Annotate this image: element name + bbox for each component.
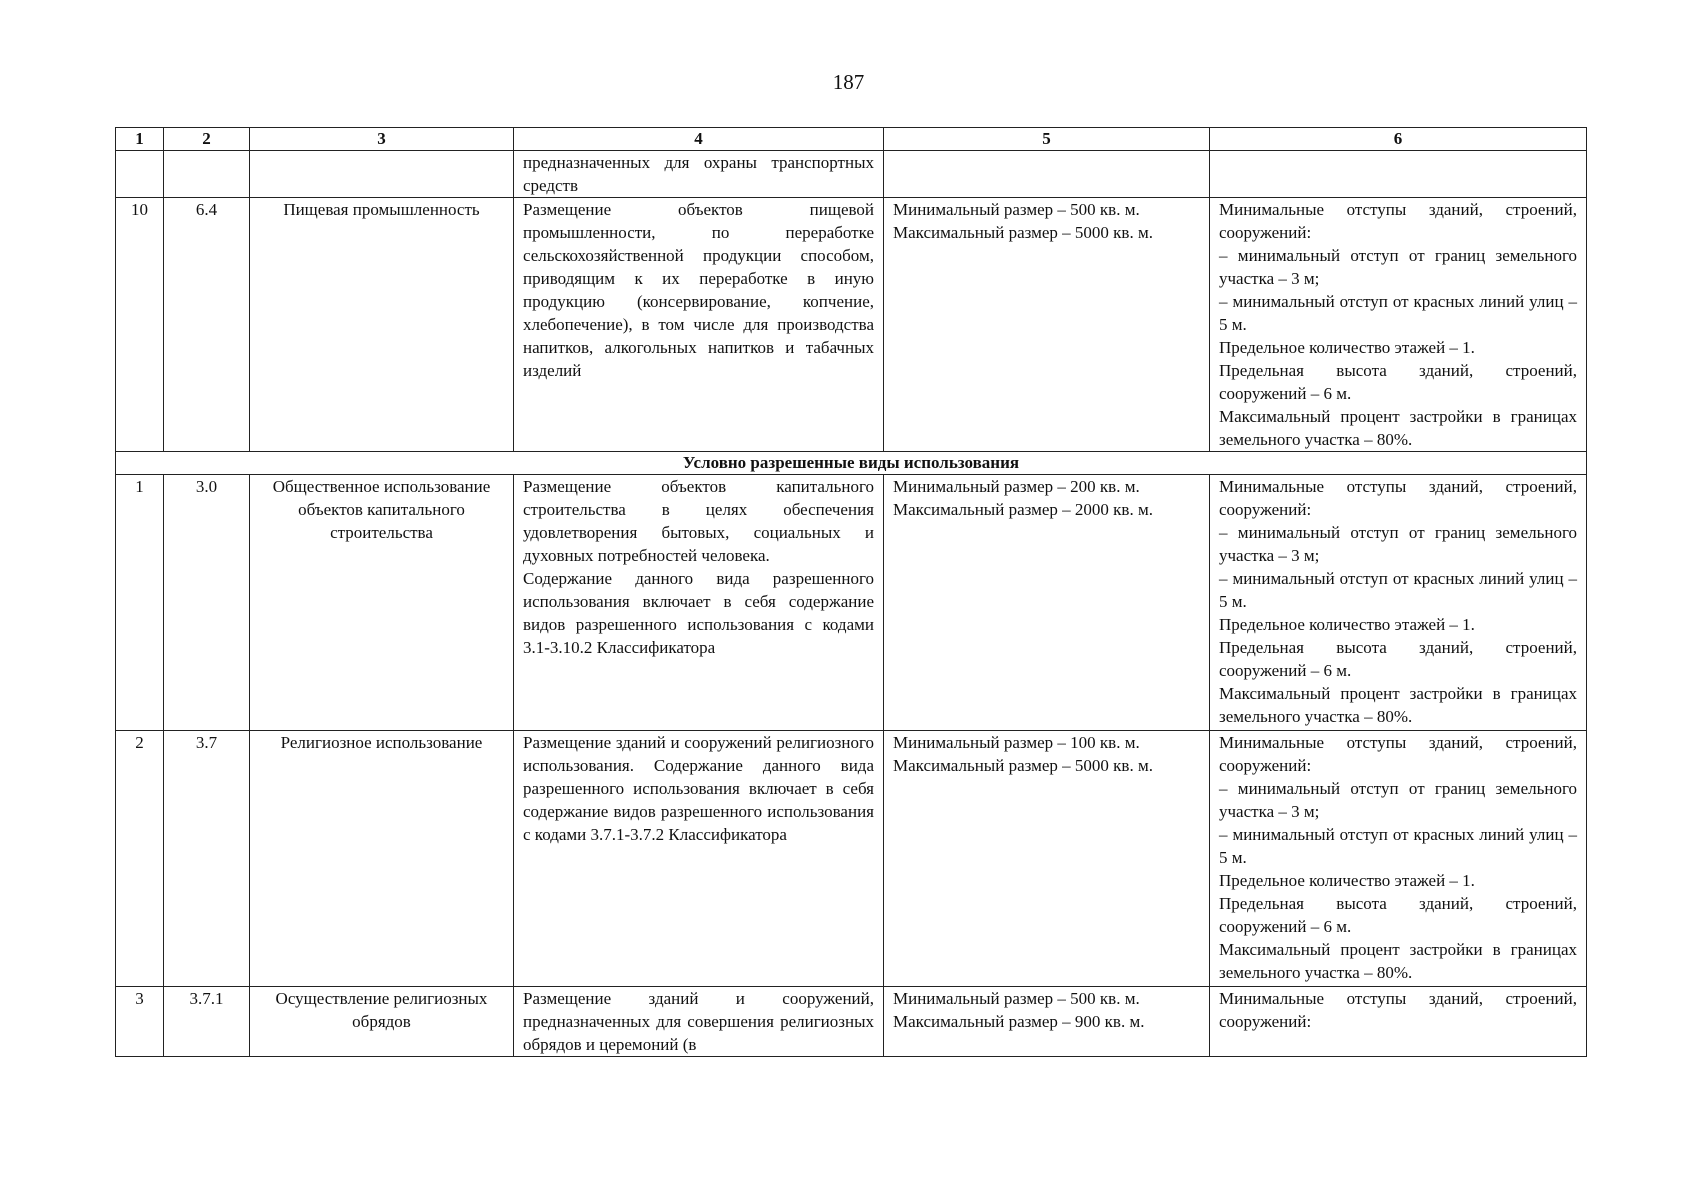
cell-params (1210, 198, 1587, 452)
table-row (116, 987, 1587, 1057)
cell-size (884, 151, 1210, 198)
description-paragraph: Размещение зданий и сооружений религиозного использования. Содержание данного вида разрешенного использования включает в себя содержание видов разрешенного использования с кодами 3.7.1-3.7.2 Классификатора (523, 733, 874, 844)
table-row (116, 151, 1587, 198)
param-line: Минимальные отступы зданий, строений, сооружений: (1219, 477, 1577, 519)
cell-code: 3.7.1 (164, 987, 250, 1057)
description-paragraph: Содержание данного вида разрешенного использования включает в себя содержание видов разрешенного использования с кодами 3.1-3.10.2 Классификатора (523, 569, 874, 657)
cell-params (1210, 151, 1587, 198)
param-line: Предельная высота зданий, строений, сооружений – 6 м. (1219, 361, 1577, 403)
cell-name: Пищевая промышленность (250, 198, 514, 452)
param-line: Предельное количество этажей – 1. (1219, 338, 1475, 357)
size-min: Минимальный размер – 200 кв. м. (893, 477, 1140, 496)
size-min: Минимальный размер – 100 кв. м. (893, 733, 1140, 752)
cell-params (1210, 987, 1587, 1057)
cell-code: 3.0 (164, 475, 250, 731)
table-row (116, 198, 1587, 452)
param-line: Минимальные отступы зданий, строений, сооружений: (1219, 733, 1577, 775)
header-cell-2: 2 (164, 128, 250, 151)
cell-params (1210, 731, 1587, 987)
cell-code (164, 151, 250, 198)
table-row (116, 731, 1587, 987)
cell-number: 1 (116, 475, 164, 731)
section-header-row (116, 452, 1587, 475)
header-cell-6: 6 (1210, 128, 1587, 151)
param-line: – минимальный отступ от красных линий улиц – 5 м. (1219, 569, 1577, 611)
page-number: 187 (832, 70, 865, 94)
description-paragraph: Размещение зданий и сооружений, предназначенных для совершения религиозных обрядов и церемоний (в (523, 989, 874, 1054)
cell-description: предназначенных для охраны транспортных средств (514, 151, 884, 198)
param-line: – минимальный отступ от границ земельного участка – 3 м; (1219, 246, 1577, 288)
description-paragraph: Размещение объектов капитального строительства в целях обеспечения удовлетворения бытовых, социальных и духовных потребностей человека. (523, 477, 874, 565)
header-row (116, 128, 1587, 151)
zoning-table (115, 127, 1587, 1057)
size-min: Минимальный размер – 500 кв. м. (893, 989, 1140, 1008)
cell-description (514, 475, 884, 731)
cell-size (884, 987, 1210, 1057)
param-line: Максимальный процент застройки в границах земельного участка – 80%. (1219, 940, 1577, 982)
cell-code: 3.7 (164, 731, 250, 987)
cell-name: Религиозное использование (250, 731, 514, 987)
cell-description (514, 731, 884, 987)
header-cell-5: 5 (884, 128, 1210, 151)
param-line: – минимальный отступ от границ земельного участка – 3 м; (1219, 523, 1577, 565)
param-line: Минимальные отступы зданий, строений, сооружений: (1219, 989, 1577, 1031)
table-row (116, 475, 1587, 731)
header-cell-4: 4 (514, 128, 884, 151)
cell-name: Общественное использование объектов капитального строительства (250, 475, 514, 731)
cell-size (884, 198, 1210, 452)
cell-number: 2 (116, 731, 164, 987)
param-line: Предельная высота зданий, строений, сооружений – 6 м. (1219, 638, 1577, 680)
param-line: Минимальные отступы зданий, строений, сооружений: (1219, 200, 1577, 242)
param-line: – минимальный отступ от красных линий улиц – 5 м. (1219, 825, 1577, 867)
section-title: Условно разрешенные виды использования (116, 452, 1587, 475)
size-max: Максимальный размер – 2000 кв. м. (893, 500, 1153, 519)
cell-number (116, 151, 164, 198)
cell-number: 10 (116, 198, 164, 452)
size-min: Минимальный размер – 500 кв. м. (893, 200, 1140, 219)
cell-name: Осуществление религиозных обрядов (250, 987, 514, 1057)
cell-code: 6.4 (164, 198, 250, 452)
size-max: Максимальный размер – 5000 кв. м. (893, 756, 1153, 775)
cell-description: Размещение объектов пищевой промышленности, по переработке сельскохозяйственной продукции способом, приводящим к их переработке в иную продукцию (консервирование, копчение, хлебопечение), в том числе для производства напитков, алкогольных напитков и табачных изделий (514, 198, 884, 452)
param-line: – минимальный отступ от красных линий улиц – 5 м. (1219, 292, 1577, 334)
cell-size (884, 475, 1210, 731)
cell-description (514, 987, 884, 1057)
cell-params (1210, 475, 1587, 731)
size-max: Максимальный размер – 900 кв. м. (893, 1012, 1145, 1031)
param-line: Максимальный процент застройки в границах земельного участка – 80%. (1219, 684, 1577, 726)
cell-number: 3 (116, 987, 164, 1057)
cell-name (250, 151, 514, 198)
param-line: Предельное количество этажей – 1. (1219, 871, 1475, 890)
size-max: Максимальный размер – 5000 кв. м. (893, 223, 1153, 242)
header-cell-1: 1 (116, 128, 164, 151)
param-line: Максимальный процент застройки в границах земельного участка – 80%. (1219, 407, 1577, 449)
cell-size (884, 731, 1210, 987)
param-line: Предельное количество этажей – 1. (1219, 615, 1475, 634)
header-cell-3: 3 (250, 128, 514, 151)
param-line: Предельная высота зданий, строений, сооружений – 6 м. (1219, 894, 1577, 936)
param-line: – минимальный отступ от границ земельного участка – 3 м; (1219, 779, 1577, 821)
